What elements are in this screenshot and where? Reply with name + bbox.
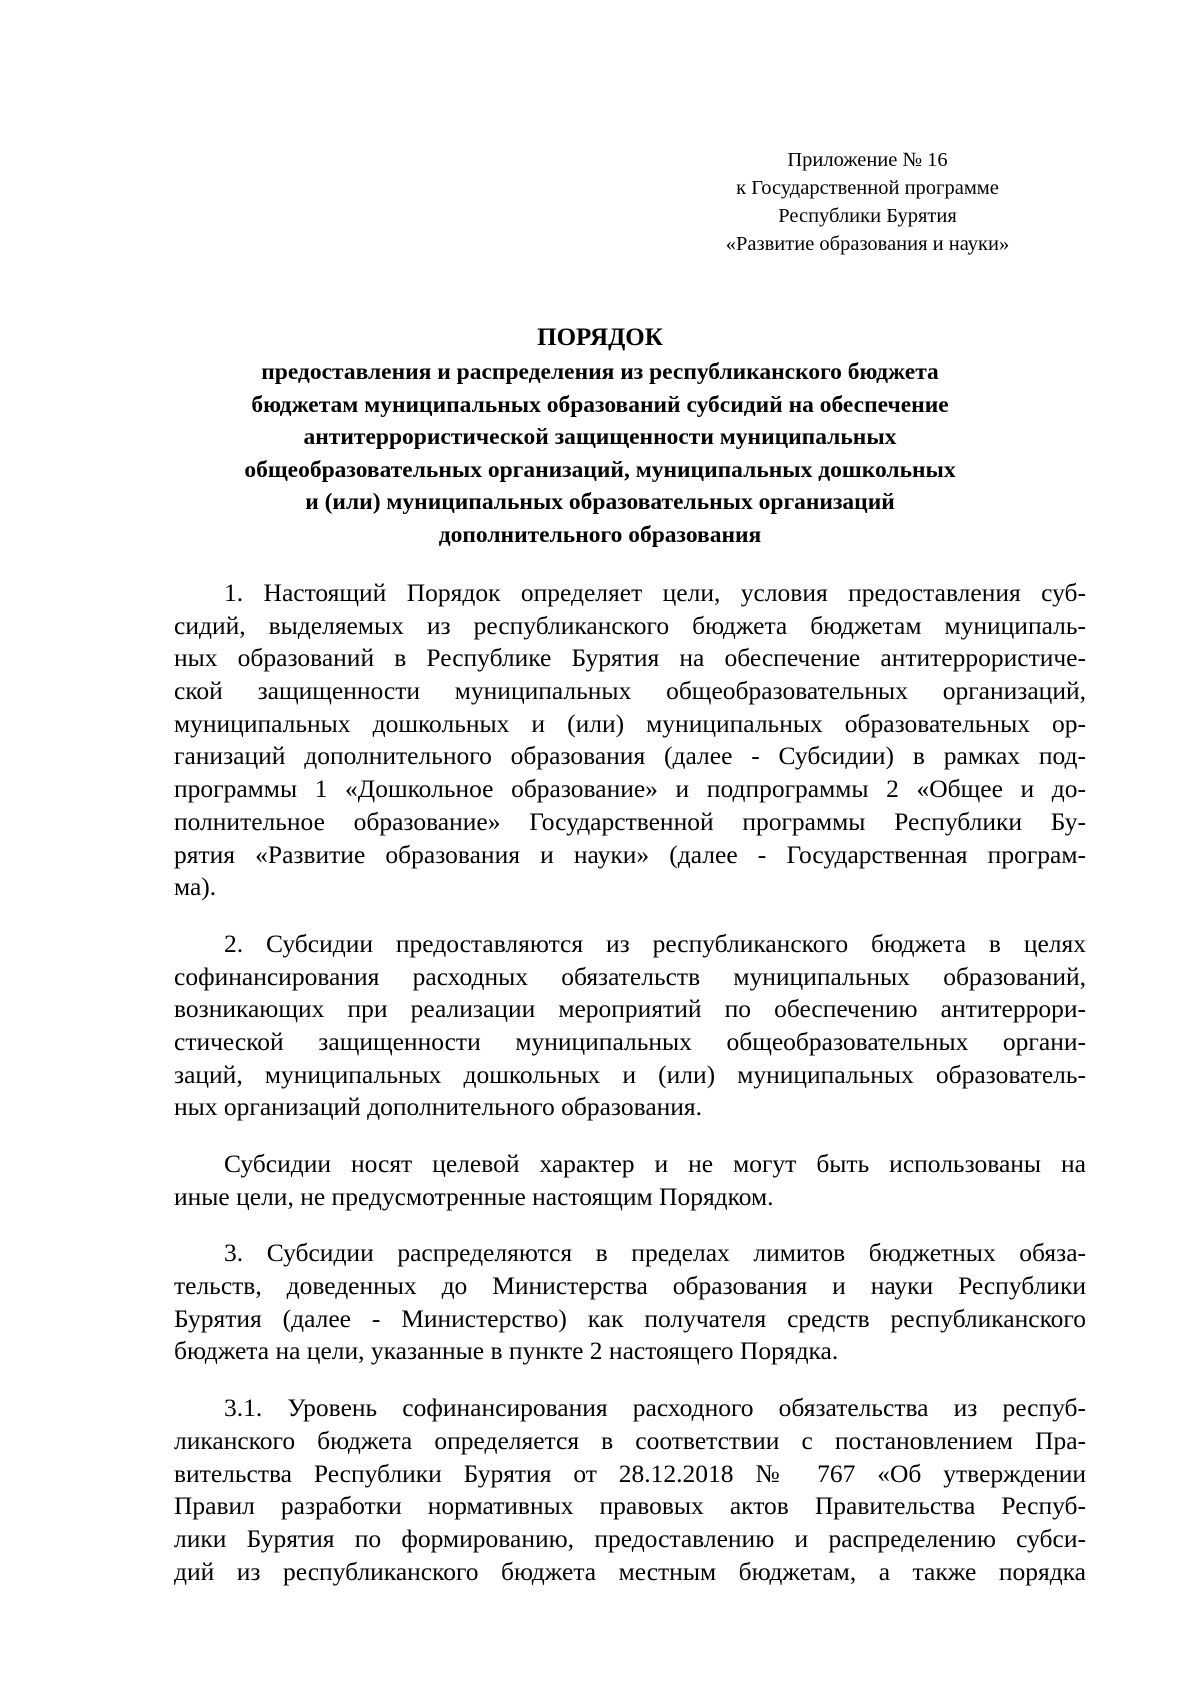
- appendix-line: Приложение № 16: [787, 149, 948, 171]
- paragraph-line: бюджета на цели, указанные в пункте 2 настоящего Порядка.: [174, 1336, 839, 1366]
- paragraph-line: Правил разработки нормативных правовых актов Правительства Респуб-: [174, 1491, 1086, 1521]
- paragraph-line: программы 1 «Дошкольное образование» и подпрограммы 2 «Общее и до-: [174, 774, 1086, 804]
- paragraph-4: [174, 1237, 1086, 1368]
- paragraph-1: [174, 577, 1086, 904]
- title-line: общеобразовательных организаций, муниципальных дошкольных: [244, 456, 956, 483]
- paragraph-line: муниципальных дошкольных и (или) муниципальных образовательных ор-: [174, 708, 1086, 738]
- paragraph-line: возникающих при реализации мероприятий по обеспечению антитеррори-: [174, 994, 1086, 1024]
- title-main: ПОРЯДОК: [537, 324, 663, 351]
- paragraph-3: [174, 1148, 1086, 1213]
- paragraph-line: 2. Субсидии предоставляются из республиканского бюджета в целях: [224, 928, 1086, 958]
- paragraph-line: 3. Субсидии распределяются в пределах лимитов бюджетных обяза-: [224, 1238, 1086, 1268]
- paragraph-line: 1. Настоящий Порядок определяет цели, условия предоставления суб-: [224, 578, 1086, 607]
- paragraph-line: полнительное образование» Государственной программы Республики Бу-: [174, 806, 1086, 836]
- title-line: бюджетам муниципальных образований субсидий на обеспечение: [251, 391, 949, 418]
- paragraph-line: сидий, выделяемых из республиканского бюджета бюджетам муниципаль-: [174, 610, 1086, 640]
- paragraph-line: ликанского бюджета определяется в соответствии с постановлением Пра-: [174, 1425, 1086, 1455]
- paragraph-line: Бурятия (далее - Министерство) как получателя средств республиканского: [174, 1303, 1086, 1333]
- paragraph-line: стической защищенности муниципальных общеобразовательных органи-: [174, 1026, 1086, 1056]
- paragraph-line: ганизаций дополнительного образования (далее - Субсидии) в рамках под-: [174, 741, 1086, 771]
- paragraph-line: лики Бурятия по формированию, предоставлению и распределению субси-: [174, 1523, 1086, 1553]
- title-line: антитеррористической защищенности муниципальных: [303, 424, 897, 451]
- appendix-line: к Государственной программе: [736, 177, 999, 199]
- paragraph-line: софинансирования расходных обязательств муниципальных образований,: [174, 961, 1086, 991]
- title-line: и (или) муниципальных образовательных организаций: [305, 489, 895, 516]
- appendix-header: [660, 146, 1075, 258]
- paragraph-line: ных организаций дополнительного образования.: [174, 1092, 703, 1122]
- paragraph-line: ных образований в Республике Бурятия на обеспечение антитеррористиче-: [174, 643, 1086, 673]
- title-line: дополнительного образования: [438, 521, 762, 548]
- document-title: [150, 320, 1050, 552]
- paragraph-line: рятия «Развитие образования и науки» (далее - Государственная програм-: [174, 839, 1086, 869]
- paragraph-line: ской защищенности муниципальных общеобразовательных организаций,: [174, 676, 1086, 706]
- paragraph-line: иные цели, не предусмотренные настоящим Порядком.: [174, 1181, 774, 1211]
- appendix-line: «Развитие образования и науки»: [725, 233, 1010, 255]
- title-subtitle: [150, 356, 1050, 552]
- paragraph-line: Субсидии носят целевой характер и не могут быть использованы на: [224, 1149, 1086, 1178]
- paragraph-line: вительства Республики Бурятия от 28.12.2018 № 767 «Об утверждении: [174, 1458, 1086, 1488]
- paragraph-line: 3.1. Уровень софинансирования расходного обязательства из респуб-: [224, 1393, 1086, 1423]
- paragraph-line: дий из республиканского бюджета местным бюджетам, а также порядка: [174, 1556, 1086, 1586]
- paragraph-5: [174, 1392, 1086, 1588]
- paragraph-line: тельств, доведенных до Министерства образования и науки Республики: [174, 1271, 1086, 1301]
- document-body: [174, 577, 1086, 1612]
- appendix-line: Республики Бурятия: [778, 205, 957, 227]
- paragraph-2: [174, 928, 1086, 1124]
- title-line: предоставления и распределения из республиканского бюджета: [261, 359, 939, 385]
- paragraph-line: заций, муниципальных дошкольных и (или) муниципальных образователь-: [174, 1059, 1086, 1089]
- paragraph-line: ма).: [174, 872, 217, 902]
